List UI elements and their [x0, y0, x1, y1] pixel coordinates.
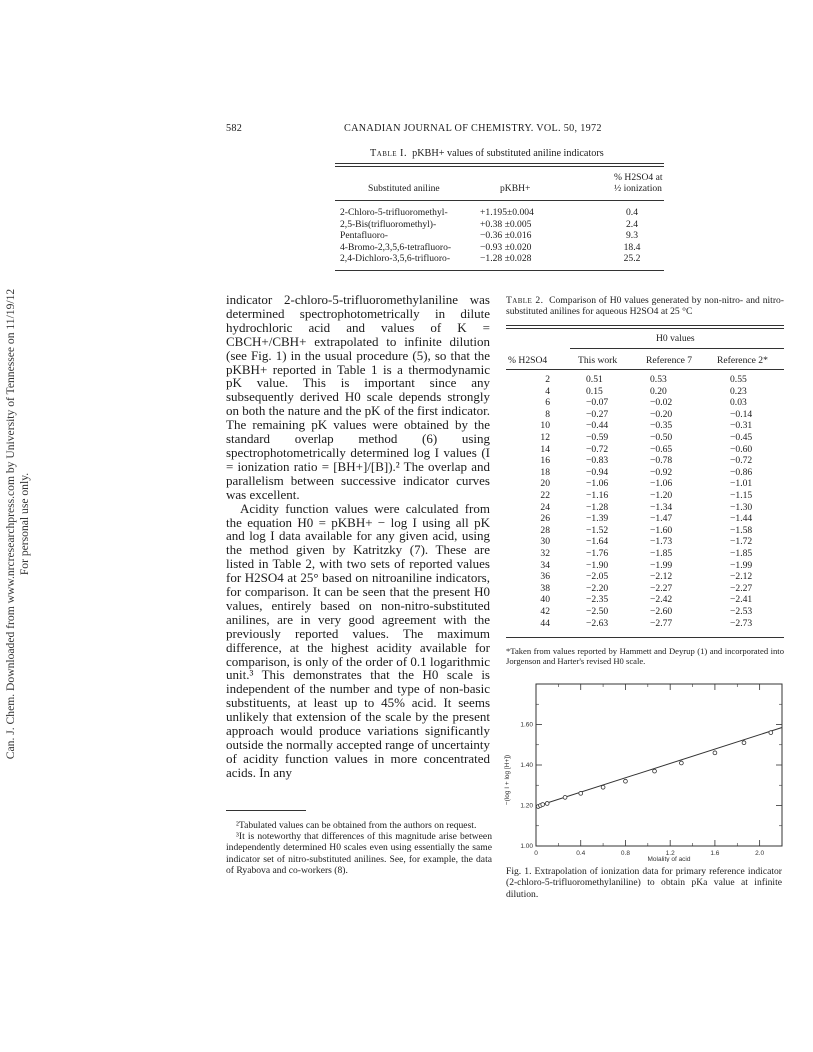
table2-cell: −2.73 [730, 617, 753, 629]
table2-group-header: H0 values [656, 333, 695, 344]
body-text [226, 293, 490, 780]
table2-cell: −0.45 [730, 432, 753, 443]
table2-cell: 12 [540, 432, 550, 443]
plot-frame [536, 684, 782, 846]
table2-cell: −1.06 [586, 478, 609, 490]
table2-cell: −1.01 [730, 478, 753, 490]
table2-cell: 2 [545, 374, 550, 385]
table1-cell-name: 2,4-Dichloro-3,5,6-trifluoro- [340, 253, 451, 265]
table2-cell: −2.50 [586, 606, 609, 617]
table1-col-percent-line1: % H2SO4 at [614, 172, 663, 183]
table2-cell: −2.27 [730, 582, 753, 594]
footnote-rule [226, 810, 306, 811]
data-point [545, 802, 549, 806]
table1-caption [370, 148, 604, 159]
table1-cell-name: 4-Bromo-2,3,5,6-tetrafluoro- [340, 241, 452, 253]
table2-cell: −1.64 [586, 536, 609, 548]
fit-line [536, 728, 782, 807]
table2-cell: −0.44 [586, 420, 609, 432]
table2-label: Table 2. [506, 295, 544, 306]
table1-cell-pk: +0.38 ±0.005 [480, 218, 532, 230]
table2-cell: −0.02 [650, 397, 673, 409]
table2-cell: 0.51 [586, 374, 603, 385]
table2-cell: 0.23 [730, 385, 747, 397]
table2-cell: −0.92 [650, 466, 673, 478]
figure-1-chart [496, 676, 796, 862]
table2-col-h2so4: % H2SO4 [508, 355, 548, 366]
table2-cell: 24 [540, 501, 550, 513]
table2-cell: −0.65 [650, 443, 673, 455]
table2-cell: 4 [545, 385, 550, 397]
table1-col-substituted-aniline: Substituted aniline [368, 183, 440, 194]
table2-cell: −1.60 [650, 524, 673, 536]
table2-cell: 10 [540, 420, 550, 432]
data-point [769, 731, 773, 735]
table2-cell: −0.72 [586, 443, 609, 455]
table2-cell: −2.12 [650, 571, 673, 583]
data-point [713, 751, 717, 755]
table2-cell: 30 [540, 536, 550, 548]
table2-cell: −2.77 [650, 617, 673, 629]
table1-cell-name: Pentafluoro- [340, 230, 388, 242]
table2-cell: −2.63 [586, 617, 609, 629]
table2-col-reference-2: Reference 2* [717, 355, 768, 366]
table2-cell: 0.55 [730, 374, 747, 385]
table2-cell: −2.27 [650, 582, 673, 594]
table2-cell: 40 [540, 594, 550, 606]
data-point [563, 796, 567, 800]
journal-running-head: CANADIAN JOURNAL OF CHEMISTRY. VOL. 50, 1972 [344, 123, 602, 134]
table2-cell: −0.07 [586, 397, 609, 409]
table2-cell: −0.83 [586, 455, 609, 467]
data-point [601, 785, 605, 789]
table2-group-rule [570, 348, 784, 349]
table2-cell: 28 [540, 524, 550, 536]
table2-cell: −1.90 [586, 559, 609, 571]
table2-cell: −2.05 [586, 571, 609, 583]
x-tick-label: 1.6 [710, 850, 720, 857]
table1-cell-pk: −0.93 ±0.020 [480, 241, 532, 253]
table1-header-rule [335, 200, 664, 201]
paragraph-2: Acidity function values were calculated from the equation H0 = pKBH+ − log I using all pK and log I data available for any given acid, using the method given by Katritzky (7). These are listed in Table 2, with two sets of reported values for H2SO4 at 25° based on nitroaniline indicators, for comparison. It can be seen that the present H0 values, entirely based on non-nitro-substituted anilines, are in very good agreement with the previously reported values. The maximum difference, at the highest acidity available for comparison, is only of the order of 0.1 logarithmic unit.³ This demonstrates that the H0 scale is independent of the number and type of non-basic substituents, at least up to 45% acid. It seems unlikely that extension of the scale by the present approach would produce variations significantly outside the normally accepted range of uncertainty of acidity function values in more concentrated acids. In any [226, 500, 490, 780]
table2-col-this-work: This work [578, 355, 618, 366]
table2-cell: 42 [540, 606, 550, 617]
table2-cell: −0.20 [650, 408, 673, 420]
table1-cell-ion: 9.3 [626, 230, 638, 242]
watermark-line-1: Can. J. Chem. Downloaded from www.nrcresearchpress.com by University of Tennessee on 11/19/12 [4, 288, 17, 760]
table2-top-rule [506, 325, 784, 326]
y-tick-label: 1.00 [520, 843, 533, 850]
table2-cell: 0.53 [650, 374, 667, 385]
x-axis-label: Molality of acid [647, 856, 691, 862]
table1-cell-ion: 25.2 [623, 253, 641, 265]
table2-cell: −1.16 [586, 490, 609, 501]
table2-cell: 8 [545, 408, 550, 420]
table2-cell: −1.58 [730, 524, 753, 536]
x-tick-label: 0 [534, 850, 538, 857]
table2-cell: −2.20 [586, 582, 609, 594]
table2-cell: −1.28 [586, 501, 609, 513]
page-number: 582 [226, 123, 243, 134]
data-point [742, 741, 746, 745]
figure-1-caption: Fig. 1. Extrapolation of ionization data for primary reference indicator (2-chloro-5-trifluoromethylaniline) to obtain pKa value at infinite dilution. [506, 866, 782, 900]
footnotes [226, 820, 492, 876]
footnote-2: ²Tabulated values can be obtained from the authors on request. [236, 820, 477, 831]
table2-cell: −0.35 [650, 420, 673, 432]
table2-cell: −1.34 [650, 501, 673, 513]
table2-cell: −1.30 [730, 501, 753, 513]
table2-cell: 0.15 [586, 385, 603, 397]
data-point [579, 791, 583, 795]
table2-cell: −1.73 [650, 536, 673, 548]
table1-col-percent-line2: ½ ionization [614, 183, 662, 194]
y-axis-label: −(log I + log [H+]) [504, 754, 511, 806]
table2-cell: −0.94 [586, 466, 609, 478]
table2-cell: 38 [540, 582, 550, 594]
table2-cell: −1.85 [730, 548, 753, 559]
table1-cell-ion: 2.4 [626, 218, 638, 230]
table2-cell: −1.47 [650, 513, 673, 525]
watermark-line-2: For personal use only. [18, 472, 31, 576]
table2-cell: −2.12 [730, 571, 753, 583]
table2-cell: −1.72 [730, 536, 753, 548]
table2-top-rule-2 [506, 328, 784, 329]
table2-cell: −0.78 [650, 455, 673, 467]
x-tick-label: 0.4 [576, 850, 586, 857]
table2-cell: −0.31 [730, 420, 753, 432]
table2-cell: 20 [540, 478, 550, 490]
table2-cell: −0.72 [730, 455, 753, 467]
x-tick-label: 2.0 [755, 850, 765, 857]
table2-cell: −1.52 [586, 524, 609, 536]
table1-cell-pk: −1.28 ±0.028 [480, 253, 532, 265]
table2-cell: −2.60 [650, 606, 673, 617]
table2-cell: −0.60 [730, 443, 753, 455]
table2-cell: −2.41 [730, 594, 753, 606]
table1-caption-text: pKBH+ values of substituted aniline indicators [412, 148, 604, 159]
table2-bottom-rule [506, 637, 784, 638]
table2-cell: −1.39 [586, 513, 609, 525]
table2-col-reference-7: Reference 7 [646, 355, 693, 366]
table1-top-rule [335, 163, 664, 164]
table2-cell: −0.59 [586, 432, 609, 443]
table2-cell: 0.20 [650, 385, 667, 397]
table2-cell: 18 [540, 466, 550, 478]
table1-bottom-rule [335, 270, 664, 271]
table2-cell: 16 [540, 455, 550, 467]
table2-caption-text: Comparison of H0 values generated by non-nitro- and nitro-substituted anilines for aqueous H2SO4 at 25 °C [506, 295, 785, 318]
table2-cell: 26 [540, 513, 550, 525]
table2-cell: −0.50 [650, 432, 673, 443]
table2-cell: −0.27 [586, 408, 609, 420]
table1-top-rule-2 [335, 166, 664, 167]
table2-cell: −2.35 [586, 594, 609, 606]
table2-cell: 34 [540, 559, 550, 571]
table2-cell: −1.76 [586, 548, 609, 559]
table2-cell: −1.44 [730, 513, 753, 525]
download-watermark [4, 244, 32, 804]
table2-cell: 14 [540, 443, 550, 455]
table2-cell: −0.14 [730, 408, 753, 420]
table1-cell-pk: −0.36 ±0.016 [480, 230, 532, 242]
table2-cell: −2.42 [650, 594, 673, 606]
paragraph-1: indicator 2-chloro-5-trifluoromethylaniline was determined spectrophotometrically in dilute hydrochloric acid and values of K = CBCH+/CBH+ extrapolated to infinite dilution (see Fig. 1) in the usual procedure (5), so that the pKBH+ reported in Table 1 is a thermodynamic pK value. This is important since any subsequently derived H0 scale depends strongly on both the nature and the pK of the first indicator. The remaining pK values were obtained by the standard overlap method (6) using spectrophotometrically determined log I values (I = ionization ratio = [BH+]/[B]).² The overlap and parallelism between successive indicator curves was excellent. [226, 292, 490, 502]
table2-cell: 44 [540, 617, 550, 629]
table1-cell-name: 2-Chloro-5-trifluoromethyl- [340, 207, 448, 218]
table1-col-pk: pKBH+ [500, 183, 531, 194]
table2-cell: −1.15 [730, 490, 753, 501]
table2-cell: −1.99 [650, 559, 673, 571]
table2-cell: −1.20 [650, 490, 673, 501]
table2-header-rule [506, 369, 784, 370]
footnote-3: ³It is noteworthy that differences of this magnitude arise between independently determined H0 scales even using essentially the same indicator set of nitro-substituted anilines. See, for example, the data of Ryabova and co-workers (8). [226, 831, 492, 876]
table2-cell: −2.53 [730, 606, 753, 617]
data-point [541, 803, 545, 807]
data-point [653, 769, 657, 773]
table1-cell-ion: 18.4 [623, 241, 641, 253]
table2-cell: −1.99 [730, 559, 753, 571]
table1-cell-ion: 0.4 [626, 207, 638, 218]
data-point [679, 761, 683, 765]
table1-cell-pk: +1.195±0.004 [480, 207, 534, 218]
y-tick-label: 1.20 [520, 802, 533, 810]
table1-label: Table I. [370, 148, 407, 159]
table2-cell: −1.85 [650, 548, 673, 559]
table2-caption [506, 295, 784, 318]
x-tick-label: 1.2 [665, 850, 675, 857]
x-tick-label: 0.8 [620, 850, 630, 857]
table1-cell-name: 2,5-Bis(trifluoromethyl)- [340, 218, 437, 230]
y-tick-label: 1.40 [520, 762, 533, 769]
table2-cell: 22 [540, 490, 550, 501]
table2-cell: 32 [540, 548, 550, 559]
table2-cell: 0.03 [730, 397, 747, 409]
table2-cell: −0.86 [730, 466, 753, 478]
table2-cell: −1.06 [650, 478, 673, 490]
table2-footnote: *Taken from values reported by Hammett and Deyrup (1) and incorporated into Jorgenson and Harter's revised H0 scale. [506, 646, 784, 667]
table2-cell: 6 [545, 397, 550, 409]
data-point [624, 779, 628, 783]
table2-cell: 36 [540, 571, 550, 583]
y-tick-label: 1.60 [520, 721, 533, 729]
